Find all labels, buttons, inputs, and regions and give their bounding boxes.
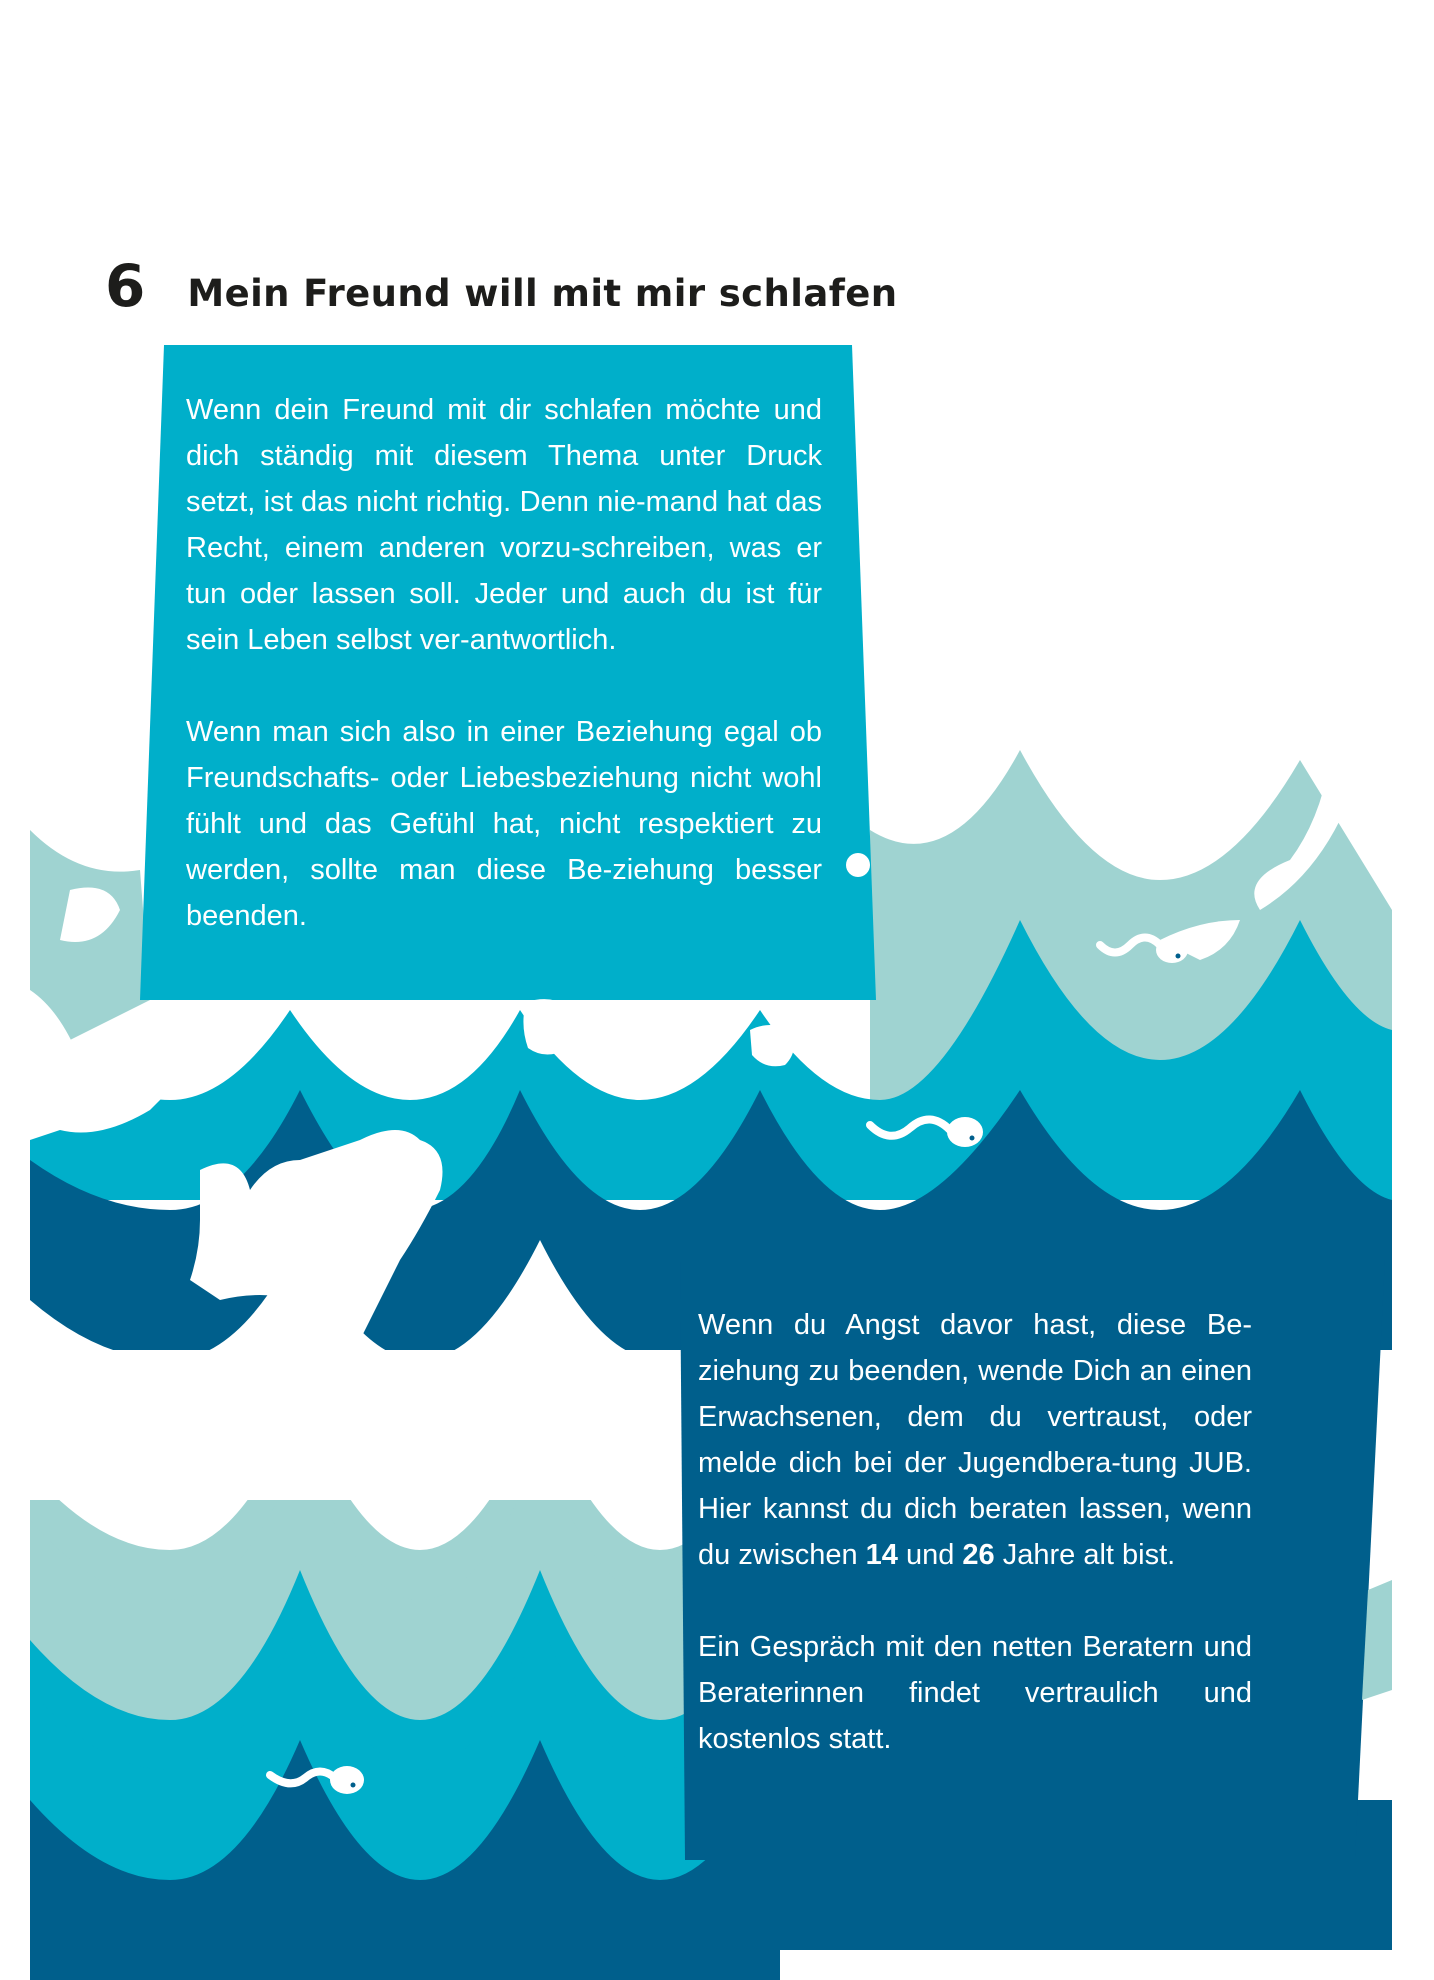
advice-paragraph-1: Wenn du Angst davor hast, diese Be-ziehung zu beenden, wende Dich an einen Erwachsenen, dem du vertraust, oder melde dich bei der Jugendbera-tung JUB. Hier kannst du dich beraten lassen, wenn du zwischen 14 und 26 Jahre alt bist. [698,1309,1252,1571]
intro-text [186,387,822,939]
age-max: 26 [962,1539,995,1571]
intro-paragraph-2: Wenn man sich also in einer Beziehung egal ob Freundschafts- oder Liebesbeziehung nicht wohl fühlt und das Gefühl hat, nicht respektiert zu werden, sollte man diese Be-ziehung besser beenden. [186,716,822,932]
advice-paragraph-2: Ein Gespräch mit den netten Beratern und Beraterinnen findet vertraulich und kostenlos statt. [698,1631,1252,1755]
advice-text [698,1302,1252,1762]
intro-paragraph-1: Wenn dein Freund mit dir schlafen möchte und dich ständig mit diesem Thema unter Druck setzt, ist das nicht richtig. Denn nie-mand hat das Recht, einem anderen vorzu-schreiben, was er tun oder lassen soll. Jeder und auch du ist für sein Leben selbst ver-antwortlich. [186,394,822,656]
age-min: 14 [865,1539,898,1571]
section-number: 6 [105,252,146,320]
section-title: Mein Freund will mit mir schlafen [187,272,898,315]
section-heading [105,252,897,320]
